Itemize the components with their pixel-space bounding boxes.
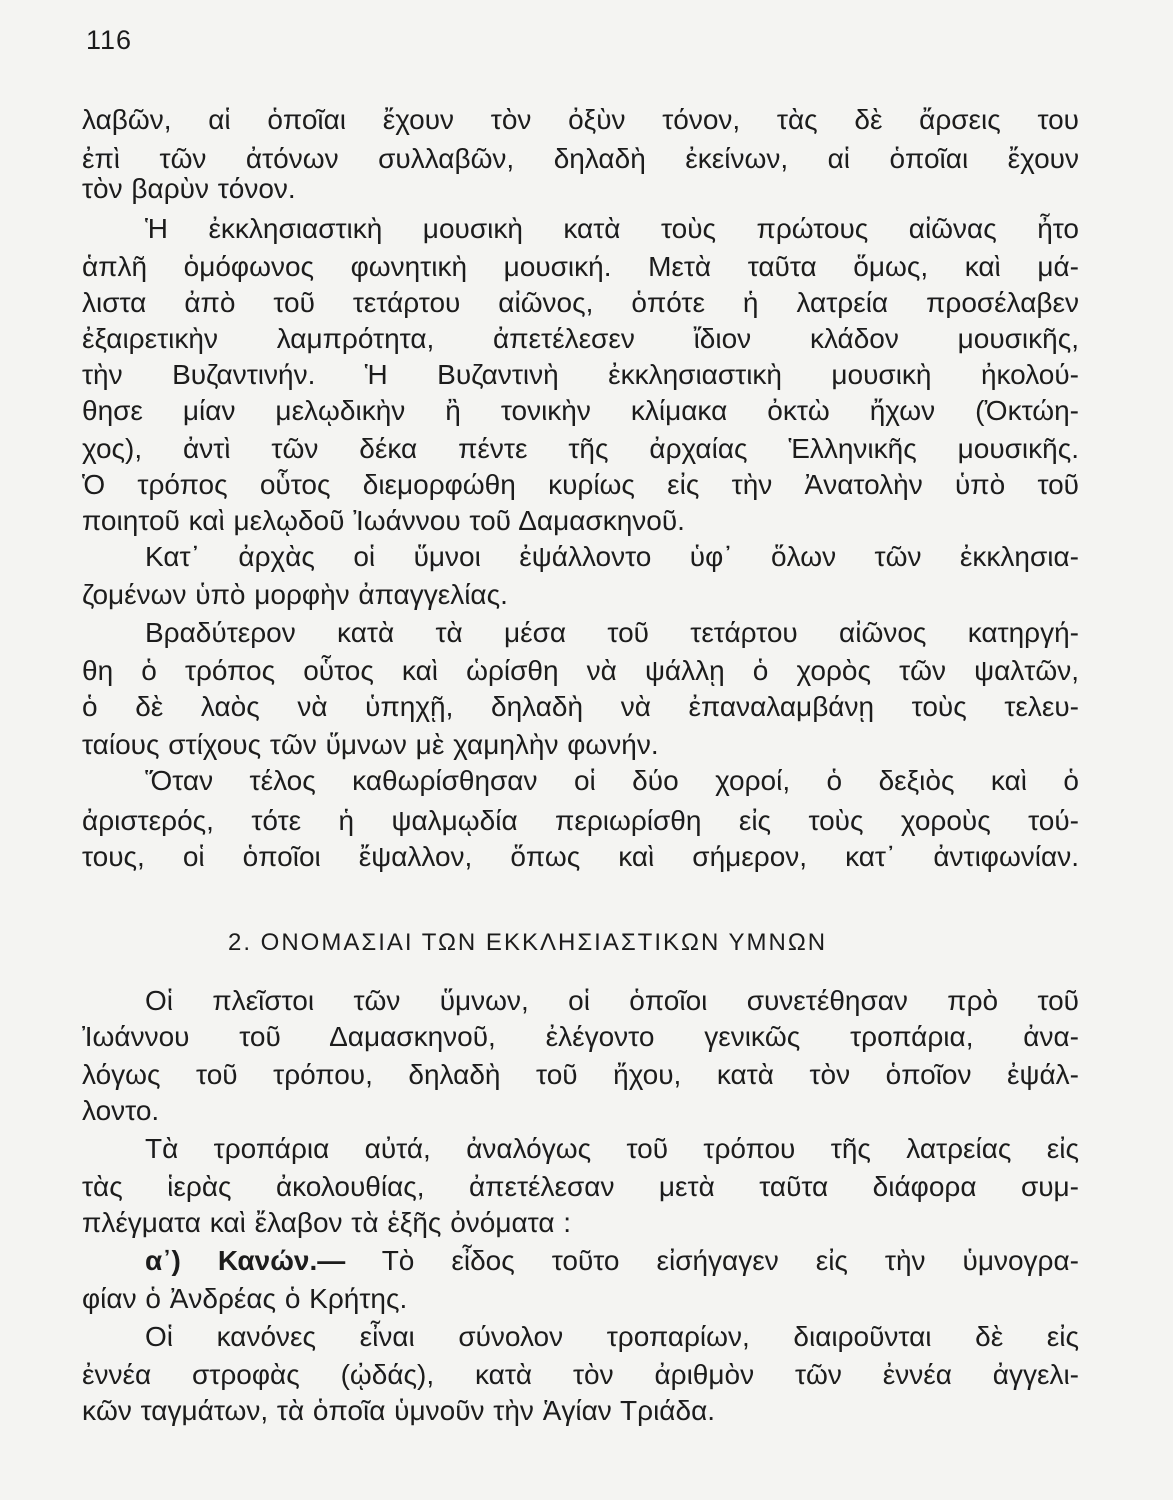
- text-line: Κατ᾽ ἀρχὰς οἱ ὕμνοι ἐψάλλοντο ὑφ᾽ ὅλων τῶν ἐκκλησια-: [145, 541, 1079, 572]
- text-line: Οἱ κανόνες εἶναι σύνολον τροπαρίων, διαιροῦνται δὲ εἰς: [145, 1321, 1079, 1352]
- kanon-line: [145, 1244, 1079, 1278]
- kanon-text: Τὸ εἶδος τοῦτο εἰσήγαγεν εἰς τὴν ὑμνογρα-: [381, 1245, 1079, 1276]
- text-line: ποιητοῦ καὶ μελῳδοῦ Ἰωάννου τοῦ Δαμασκηνοῦ.: [82, 505, 685, 536]
- text-line: Οἱ πλεῖστοι τῶν ὕμνων, οἱ ὁποῖοι συνετέθησαν πρὸ τοῦ: [145, 985, 1079, 1016]
- text-line: Ὁ τρόπος οὗτος διεμορφώθη κυρίως εἰς τὴν Ἀνατολὴν ὑπὸ τοῦ: [82, 469, 1079, 500]
- text-line: χος), ἀντὶ τῶν δέκα πέντε τῆς ἀρχαίας Ἑλληνικῆς μουσικῆς.: [82, 433, 1079, 464]
- text-line: πλέγματα καὶ ἔλαβον τὰ ἑξῆς ὀνόματα :: [82, 1207, 572, 1238]
- text-line: λόγως τοῦ τρόπου, δηλαδὴ τοῦ ἤχου, κατὰ τὸν ὁποῖον ἐψάλ-: [82, 1059, 1079, 1090]
- text-line: φίαν ὁ Ἀνδρέας ὁ Κρήτης.: [82, 1283, 408, 1314]
- text-line: ζομένων ὑπὸ μορφὴν ἀπαγγελίας.: [82, 579, 508, 610]
- section-heading: 2. ΟΝΟΜΑΣΙΑΙ ΤΩΝ ΕΚΚΛΗΣΙΑΣΤΙΚΩΝ ΥΜΝΩΝ: [228, 929, 828, 956]
- text-line: λοντο.: [82, 1095, 160, 1126]
- kanon-label: α᾽) Κανών.—: [145, 1245, 346, 1276]
- text-line: τὸν βαρὺν τόνον.: [82, 173, 296, 204]
- text-line: τὴν Βυζαντινήν. Ἡ Βυζαντινὴ ἐκκλησιαστικὴ μουσικὴ ἠκολού-: [82, 359, 1079, 390]
- text-line: λαβῶν, αἱ ὁποῖαι ἔχουν τὸν ὀξὺν τόνον, τὰς δὲ ἄρσεις του: [82, 104, 1079, 135]
- text-line: ἀριστερός, τότε ἡ ψαλμῳδία περιωρίσθη εἰς τοὺς χοροὺς τού-: [82, 805, 1079, 836]
- text-line: Ἰωάννου τοῦ Δαμασκηνοῦ, ἐλέγοντο γενικῶς τροπάρια, ἀνα-: [82, 1021, 1079, 1052]
- text-line: λιστα ἀπὸ τοῦ τετάρτου αἰῶνος, ὁπότε ἡ λατρεία προσέλαβεν: [82, 287, 1079, 318]
- text-line: κῶν ταγμάτων, τὰ ὁποῖα ὑμνοῦν τὴν Ἁγίαν Τριάδα.: [82, 1395, 716, 1426]
- text-line: ἐπὶ τῶν ἀτόνων συλλαβῶν, δηλαδὴ ἐκείνων, αἱ ὁποῖαι ἔχουν: [82, 143, 1079, 174]
- text-line: τους, οἱ ὁποῖοι ἔψαλλον, ὅπως καὶ σήμερον, κατ᾽ ἀντιφωνίαν.: [82, 841, 1079, 872]
- text-line: Ὅταν τέλος καθωρίσθησαν οἱ δύο χοροί, ὁ δεξιὸς καὶ ὁ: [145, 765, 1079, 796]
- text-line: Ἡ ἐκκλησιαστικὴ μουσικὴ κατὰ τοὺς πρώτους αἰῶνας ἦτο: [145, 213, 1079, 244]
- text-line: θη ὁ τρόπος οὗτος καὶ ὡρίσθη νὰ ψάλλῃ ὁ χορὸς τῶν ψαλτῶν,: [82, 655, 1079, 686]
- text-line: Τὰ τροπάρια αὐτά, ἀναλόγως τοῦ τρόπου τῆς λατρείας εἰς: [145, 1133, 1079, 1164]
- text-line: θησε μίαν μελῳδικὴν ἢ τονικὴν κλίμακα ὀκτὼ ἤχων (Ὀκτώη-: [82, 395, 1079, 426]
- text-line: ταίους στίχους τῶν ὕμνων μὲ χαμηλὴν φωνήν.: [82, 729, 659, 760]
- text-line: ἐννέα στροφὰς (ᾠδάς), κατὰ τὸν ἀριθμὸν τῶν ἐννέα ἀγγελι-: [82, 1359, 1079, 1390]
- text-line: τὰς ἱερὰς ἀκολουθίας, ἀπετέλεσαν μετὰ ταῦτα διάφορα συμ-: [82, 1171, 1079, 1202]
- text-line: ἁπλῆ ὁμόφωνος φωνητικὴ μουσική. Μετὰ ταῦτα ὅμως, καὶ μά-: [82, 251, 1079, 282]
- text-line: ἐξαιρετικὴν λαμπρότητα, ἀπετέλεσεν ἴδιον κλάδον μουσικῆς,: [82, 323, 1079, 354]
- text-line: ὁ δὲ λαὸς νὰ ὑπηχῇ, δηλαδὴ νὰ ἐπαναλαμβάνῃ τοὺς τελευ-: [82, 691, 1079, 722]
- page-number: 116: [86, 25, 133, 55]
- text-line: Βραδύτερον κατὰ τὰ μέσα τοῦ τετάρτου αἰῶνος κατηργή-: [145, 617, 1079, 648]
